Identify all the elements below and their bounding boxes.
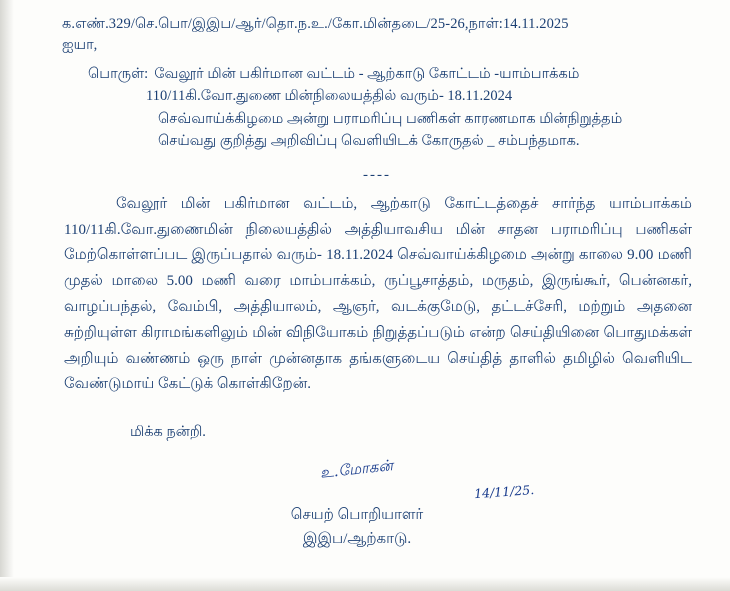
subject-line-1: வேலூர் மின் பகிர்மான வட்டம் - ஆற்காடு கோட்டம் -யாம்பாக்கம் [154, 66, 580, 82]
subject-label: பொருள்: [88, 66, 149, 82]
reference-number: க.எண்.329/செ.பொ/இஇப/ஆர்/தொ.ந.உ./கோ.மின்தடை/25-26,நாள்:14.11.2025 [62, 16, 569, 32]
subject-line-4: செய்வது குறித்து அறிவிப்பு வெளியிடக் கோருதல் _ சம்பந்தமாக. [158, 133, 580, 150]
closing-thanks: மிக்க நன்றி. [130, 424, 206, 441]
salutation: ஐயா, [62, 37, 98, 53]
scan-edge-left [0, 0, 14, 591]
body-paragraph [64, 192, 692, 398]
subject-first-row [88, 63, 704, 85]
designation-line-1: செயற் பொறியாளர் [290, 507, 424, 524]
letter-body [14, 0, 730, 591]
subject-block [88, 63, 704, 153]
subject-line-3: செவ்வாய்க்கிழமை அன்று பராமரிப்பு பணிகள் காரணமாக மின்நிறுத்தம் [158, 110, 623, 127]
body-text: வேலூர் மின் பகிர்மான வட்டம், ஆற்காடு கோட்டத்தைச் சார்ந்த யாம்பாக்கம் 110/11கி.வோ.துணைமின் நிலையத்தில் அத்தியாவசிய மின் சாதன பராமரிப்பு பணிகள் மேற்கொள்ளப்பட இருப்பதால் வரும்- 18.11.2024 செவ்வாய்க்கிழமை அன்று காலை 9.00 மணி முதல் மாலை 5.00 மணி வரை மாம்பாக்கம், ருப்பூசாத்தம், மருதம், இருங்கூர், பென்னகர், வாழப்பந்தல், வேம்பி, அத்தியாலம், ஆஞர், வடக்குமேடு, தட்டச்சேரி, மற்றும் அதனை சுற்றியுள்ள கிராமங்களிலும் மின் விநியோகம் நிறுத்தப்படும் என்ற செய்தியினை பொதுமக்கள் அறியும் வண்ணம் ஒரு நாள் முன்னதாக தங்களுடைய செய்தித் தாளில் தமிழில் வெளியிட வேண்டுமாய் கேட்டுக் கொள்கிறேன். [64, 195, 692, 393]
signature-block [50, 456, 704, 551]
section-divider: ---- [363, 166, 391, 183]
designation-line-2: இஇப/ஆற்காடு. [302, 531, 412, 548]
subject-line-2: 110/11கி.வோ.துணை மின்நிலையத்தில் வரும்- 18.11.2024 [146, 88, 513, 105]
handwritten-signature: உ.மோகன் [319, 456, 395, 483]
handwritten-date: 14/11/25. [473, 482, 535, 502]
